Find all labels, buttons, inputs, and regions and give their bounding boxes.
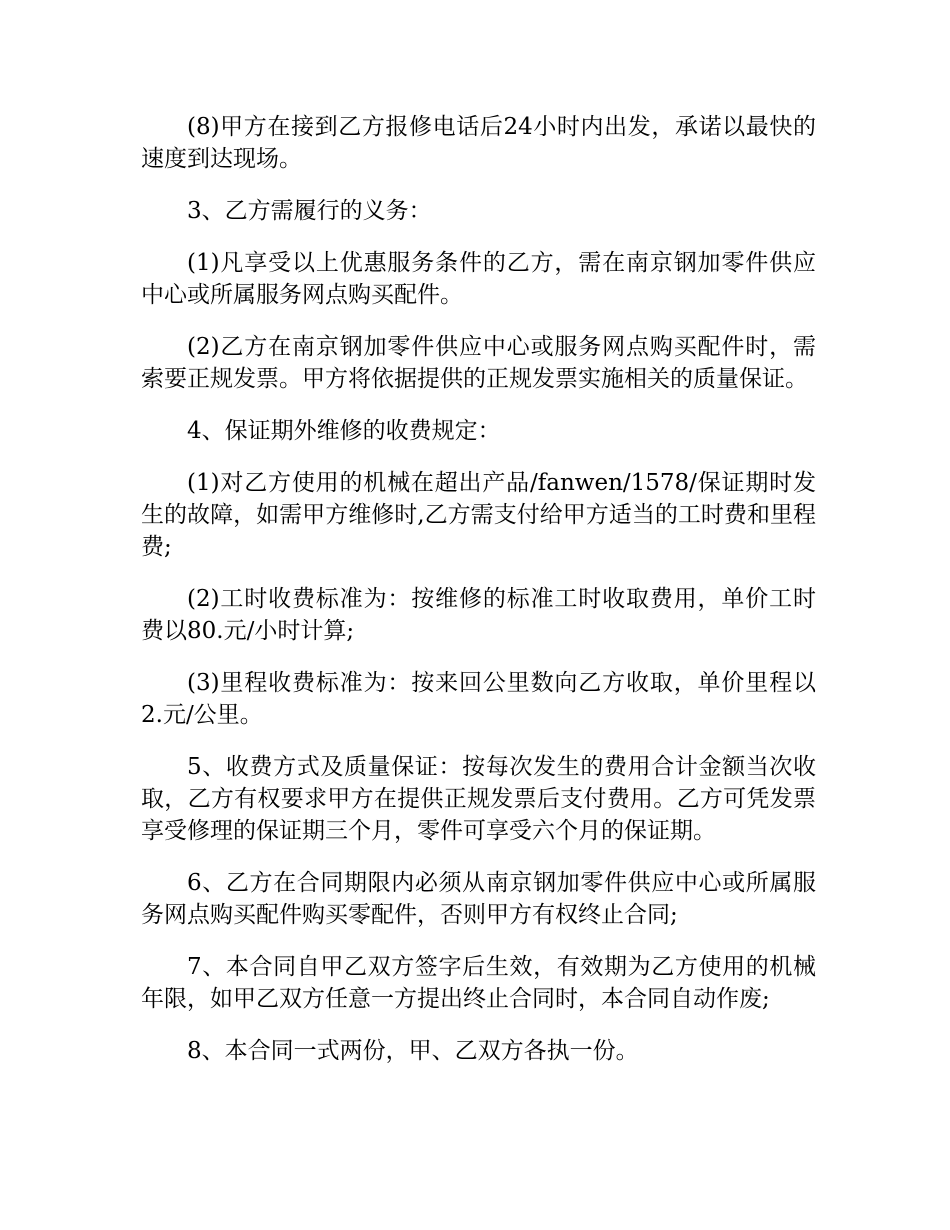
paragraph-8-departure: (8)甲方在接到乙方报修电话后24小时内出发，承诺以最快的速度到达现场。 — [141, 114, 816, 172]
paragraph-section-3-heading: 3、乙方需履行的义务： — [187, 198, 432, 224]
paragraph-section-7-validity: 7、本合同自甲乙双方签字后生效，有效期为乙方使用的机械年限，如甲乙双方任意一方提出终止合同时，本合同自动作废; — [141, 954, 816, 1012]
paragraph-3-2-invoice: (2)乙方在南京钢加零件供应中心或服务网点购买配件时，需索要正规发票。甲方将依据提供的正规发票实施相关的质量保证。 — [141, 334, 816, 392]
paragraph-section-6-parts: 6、乙方在合同期限内必须从南京钢加零件供应中心或所属服务网点购买配件购买零配件，否则甲方有权终止合同; — [141, 870, 816, 928]
paragraph-4-3-mileage-fee: (3)里程收费标准为：按来回公里数向乙方收取，单价里程以2.元/公里。 — [141, 670, 816, 728]
paragraph-section-5-payment: 5、收费方式及质量保证：按每次发生的费用合计金额当次收取，乙方有权要求甲方在提供正规发票后支付费用。乙方可凭发票享受修理的保证期三个月，零件可享受六个月的保证期。 — [141, 754, 816, 844]
paragraph-3-1-purchase: (1)凡享受以上优惠服务条件的乙方，需在南京钢加零件供应中心或所属服务网点购买配件。 — [141, 250, 816, 308]
paragraph-section-4-heading: 4、保证期外维修的收费规定： — [187, 418, 501, 444]
paragraph-4-1-fault: (1)对乙方使用的机械在超出产品/fanwen/1578/保证期时发生的故障，如需甲方维修时,乙方需支付给甲方适当的工时费和里程费; — [141, 470, 816, 560]
document-body — [141, 111, 816, 1087]
paragraph-4-2-labor-fee: (2)工时收费标准为：按维修的标准工时收取费用，单价工时费以80.元/小时计算; — [141, 586, 816, 644]
paragraph-section-8-copies: 8、本合同一式两份，甲、乙双方各执一份。 — [187, 1038, 639, 1064]
